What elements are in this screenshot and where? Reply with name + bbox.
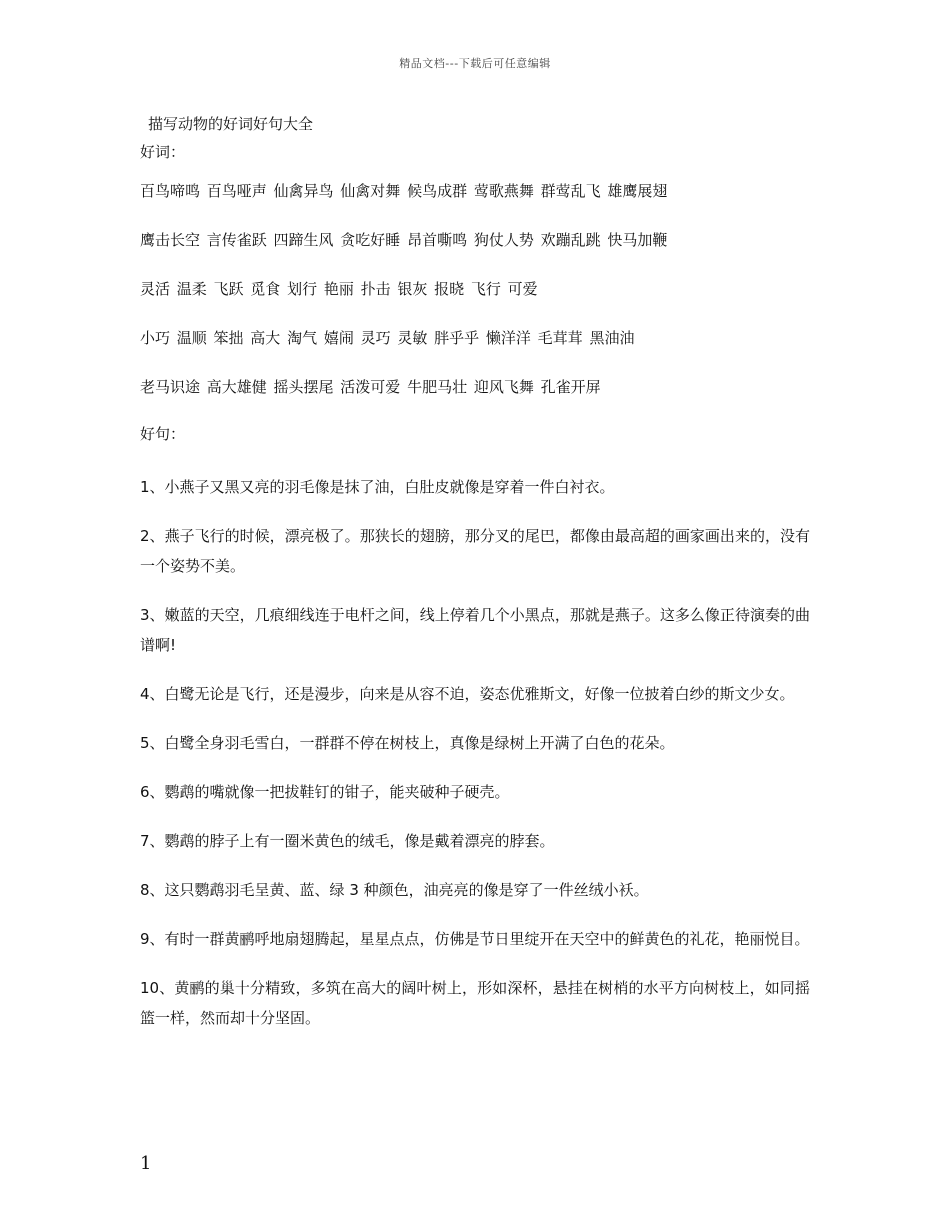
sentence-item: 1、小燕子又黑又亮的羽毛像是抹了油，白肚皮就像是穿着一件白衬衣。	[140, 478, 615, 496]
sentence-item: 9、有时一群黄鹂呼地扇翅腾起，星星点点，仿佛是节日里绽开在天空中的鲜黄色的礼花，艳丽悦目。	[140, 930, 810, 948]
word-line: 小巧 温顺 笨拙 高大 淘气 嬉闹 灵巧 灵敏 胖乎乎 懒洋洋 毛茸茸 黑油油	[140, 329, 635, 347]
sentence-item: 2、燕子飞行的时候，漂亮极了。那狭长的翅膀，那分叉的尾巴，都像由最高超的画家画出来的，没有一个姿势不美。	[140, 527, 810, 575]
sentences-list	[140, 472, 810, 1033]
word-line: 鹰击长空 言传雀跃 四蹄生风 贪吃好睡 昂首嘶鸣 狗仗人势 欢蹦乱跳 快马加鞭	[140, 231, 668, 249]
sentence-item: 5、白鹭全身羽毛雪白，一群群不停在树枝上，真像是绿树上开满了白色的花朵。	[140, 734, 675, 752]
sentence-item: 3、嫩蓝的天空，几痕细线连于电杆之间，线上停着几个小黑点，那就是燕子。这多么像正待演奏的曲谱啊!	[140, 606, 810, 654]
words-list	[140, 180, 810, 398]
page-number: 1	[140, 1153, 152, 1174]
document-body	[140, 113, 810, 1052]
words-section-label: 好词：	[140, 143, 186, 161]
word-line: 灵活 温柔 飞跃 觅食 划行 艳丽 扑击 银灰 报晓 飞行 可爱	[140, 280, 538, 298]
word-line: 老马识途 高大雄健 摇头摆尾 活泼可爱 牛肥马壮 迎风飞舞 孔雀开屏	[140, 378, 601, 396]
document-title: 描写动物的好词好句大全	[148, 115, 314, 133]
sentence-item: 4、白鹭无论是飞行，还是漫步，向来是从容不迫，姿态优雅斯文，好像一位披着白纱的斯文少女。	[140, 685, 795, 703]
sentence-item: 10、黄鹂的巢十分精致，多筑在高大的阔叶树上，形如深杯，悬挂在树梢的水平方向树枝上，如同摇篮一样，然而却十分坚固。	[140, 979, 810, 1027]
sentence-item: 8、这只鹦鹉羽毛呈黄、蓝、绿 3 种颜色，油亮亮的像是穿了一件丝绒小袄。	[140, 881, 649, 899]
sentences-section-label: 好句：	[140, 425, 186, 443]
page-header: 精品文档---下载后可任意编辑	[399, 57, 551, 70]
sentence-item: 6、鹦鹉的嘴就像一把拔鞋钉的钳子，能夹破种子硬壳。	[140, 783, 510, 801]
word-line: 百鸟啼鸣 百鸟哑声 仙禽异鸟 仙禽对舞 候鸟成群 莺歌燕舞 群莺乱飞 雄鹰展翅	[140, 182, 668, 200]
sentence-item: 7、鹦鹉的脖子上有一圈米黄色的绒毛，像是戴着漂亮的脖套。	[140, 832, 555, 850]
